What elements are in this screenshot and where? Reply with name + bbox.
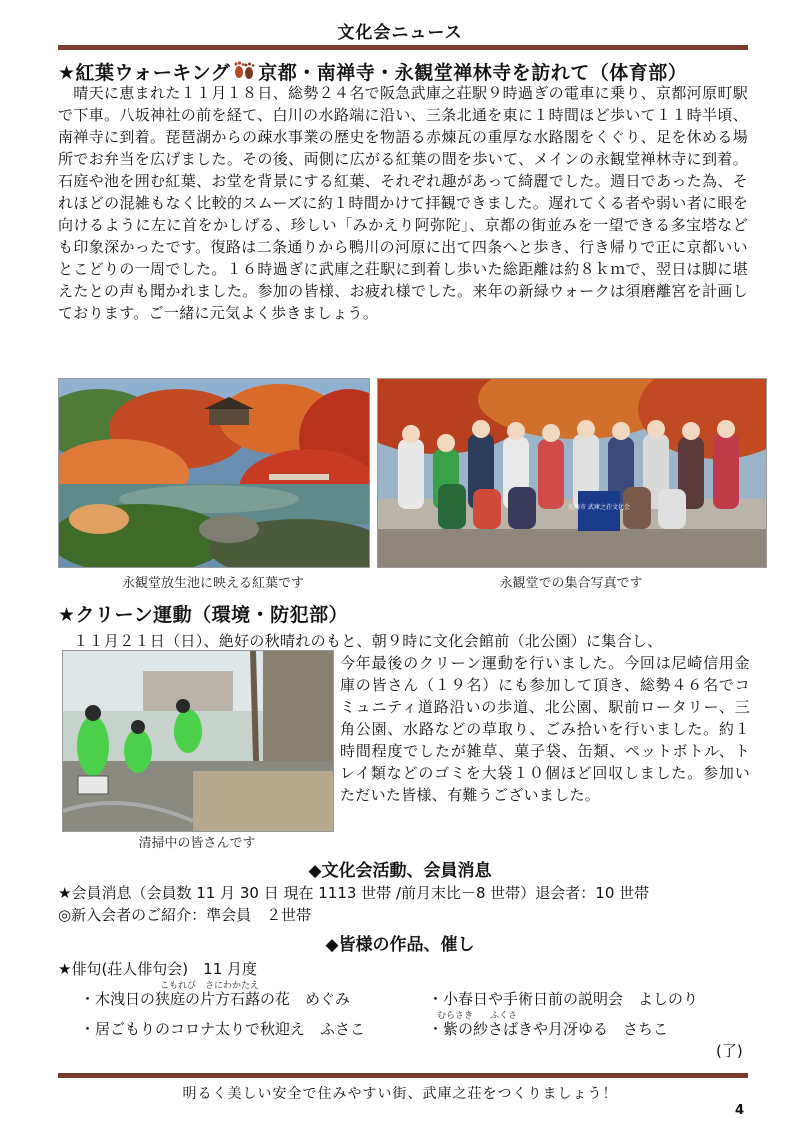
haiku-title: ★俳句(荘人俳句会) 11 月度: [58, 960, 258, 978]
pond-photo: [58, 378, 370, 568]
end-mark: (了): [716, 1042, 743, 1060]
ruby-komorebi: こもれび: [160, 981, 197, 991]
haiku-item-2: ・小春日や手術日前の説明会 よしのり: [428, 990, 699, 1008]
cleanup-photo: [62, 650, 334, 832]
clean-first-line: １１月２１日（日）、絶好の秋晴れのもと、朝９時に文化会館前（北公園）に集合し、: [58, 632, 663, 650]
bottom-divider: [58, 1073, 748, 1078]
footer-slogan: 明るく美しい安全で住みやすい街、武庫之荘をつくりましょう！: [182, 1086, 618, 1102]
walk-heading-right: 京都・南禅寺・永観堂禅林寺を訪れて（体育部）: [258, 62, 688, 84]
ruby-katae: かたえ: [232, 981, 260, 991]
walk-body: 晴天に恵まれた１１月１８日、総勢２４名で阪急武庫之荘駅９時過ぎの電車に乗り、京都河原町駅で下車。八坂神社の前を経て、白川の水路端に沿い、三条北通を東に１時間ほど歩いて１１時半頃、南禅寺に到着。琵琶湖からの疎水事業の歴史を物語る赤煉瓦の重厚な水路閣をくぐり、足を休める場所でお弁当を広げました。その後、両側に広がる紅葉の間を歩いて、メインの永観堂禅林寺に到着。石庭や池を囲む紅葉、お堂を背景にする紅葉、それぞれ趣があって綺麗でした。週日であった為、それほどの混雑もなく比較的スムーズに約１時間かけて拝観できました。遅れてくる者や弱い者に眼を向けるように左に首をかしげる、珍しい「みかえり阿弥陀」、京都の街並みを一望できる多宝塔なども印象深かったです。復路は二条通りから鴨川の河原に出て四条へと歩き、行き帰りで正に京都いいとこどりの一周でした。１６時過ぎに武庫之荘駅に到着し歩いた総距離は約８ｋｍで、翌日は脚に堪えたとの声も聞かれました。参加の皆様、お疲れ様でした。来年の新緑ウォークは須磨離宮を計画しております。ご一緒に元気よく歩きましょう。: [58, 84, 748, 322]
walk-heading: [58, 58, 687, 85]
clean-body: 今年最後のクリーン運動を行いました。今回は尼崎信用金庫の皆さん（１９名）にも参加して頂き、総勢４６名でコミュニティ道路沿いの歩道、北公園、駅前ロータリー、三角公園、水路などの草取り、ごみ拾いを行いました。約１時間程度でしたが雑草、菓子袋、缶類、ペットボトル、トレイ類などのゴミを大袋１０個ほど回収しました。参加いただいた皆様、有難うございました。: [340, 654, 750, 804]
new-members-line: ◎新入会者のご紹介：準会員 ２世帯: [58, 906, 312, 924]
member-news-line: ★会員消息（会員数 11 月 30 日 現在 1113 世帯 /前月末比－8 世帯）退会者：10 世帯: [58, 884, 650, 902]
activity-heading: ◆文化会活動、会員消息: [308, 861, 492, 881]
haiku-item-1: ・木洩日の狭庭の片方石蕗の花 めぐみ: [80, 990, 351, 1008]
ruby-murasaki: むらさき: [437, 1011, 474, 1021]
clean-heading: ★クリーン運動（環境・防犯部）: [58, 604, 349, 626]
cleanup-photo-caption: 清掃中の皆さんです: [138, 836, 256, 851]
works-heading: ◆皆様の作品、催し: [325, 935, 475, 955]
walk-heading-left: ★紅葉ウォーキング: [58, 62, 231, 84]
ruby-fukusa: ふくさ: [490, 1011, 518, 1021]
haiku-item-3: ・居ごもりのコロナ太りで秋迎え ふさこ: [80, 1020, 366, 1038]
newsletter-title: 文化会ニュース: [337, 23, 463, 43]
top-divider: [58, 45, 748, 50]
footprints-icon: [232, 60, 256, 82]
group-photo-caption: 永観堂での集合写真です: [499, 576, 643, 591]
group-photo: [377, 378, 767, 568]
group-banner-text: 尼崎市 武庫之荘文化会: [568, 504, 630, 511]
ruby-saniwa: さにわ: [205, 981, 233, 991]
page-number: 4: [735, 1103, 745, 1118]
pond-photo-caption: 永観堂放生池に映える紅葉です: [121, 576, 304, 591]
haiku-item-4: ・紫の紗さばきや月冴ゆる さちこ: [428, 1020, 669, 1038]
